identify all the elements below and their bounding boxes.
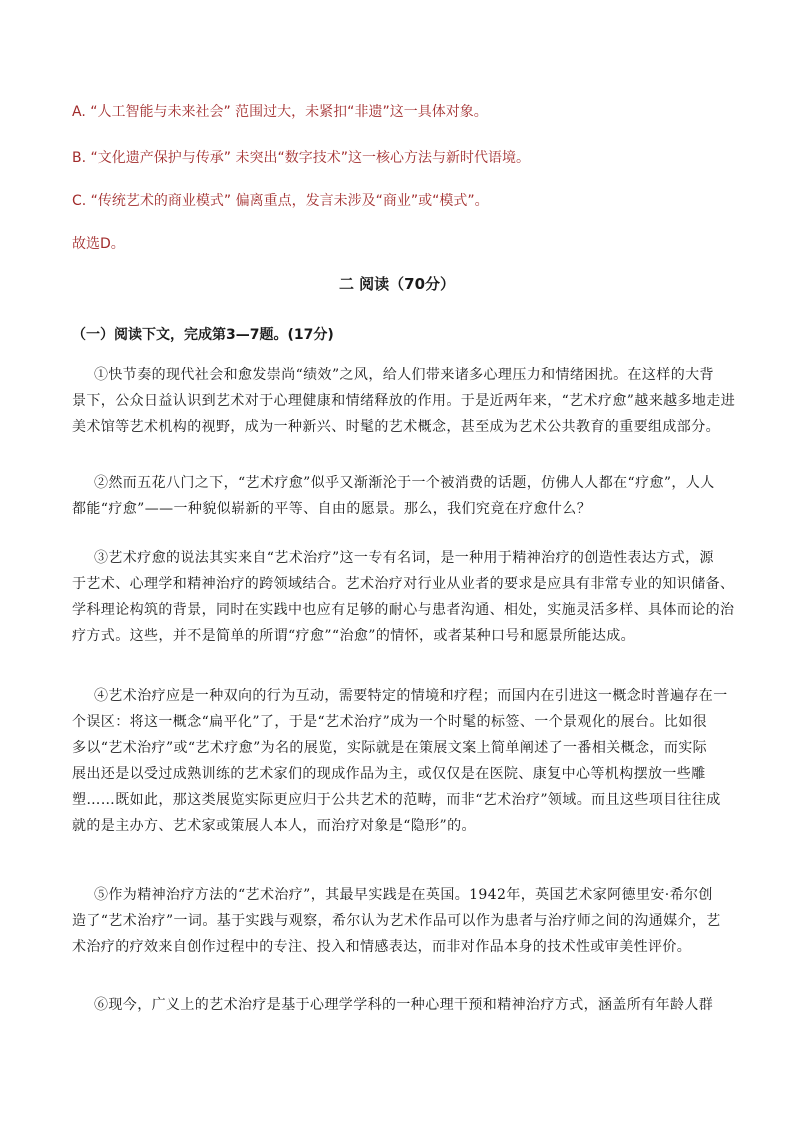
paragraph-line: ④艺术治疗应是一种双向的行为互动，需要特定的情境和疗程；而国内在引进这一概念时普遍存在一	[94, 688, 728, 704]
paragraph-line: 景下，公众日益认识到艺术对于心理健康和情绪释放的作用。于是近两年来，“艺术疗愈”越来越多地走进	[72, 393, 736, 409]
paragraph-4	[72, 683, 728, 839]
paragraph-line: ②然而五花八门之下，“艺术疗愈”似乎又渐渐沦于一个被消费的话题，仿佛人人都在“疗愈”，人人	[94, 475, 715, 491]
paragraph-line: 疗方式。这些，并不是简单的所谓“疗愈”“治愈”的情怀，或者某种口号和愿景所能达成。	[72, 628, 636, 644]
paragraph-line: 美术馆等艺术机构的视野，成为一种新兴、时髦的艺术概念，甚至成为艺术公共教育的重要组成部分。	[72, 419, 720, 435]
paragraph-3	[72, 545, 735, 649]
paragraph-line: 于艺术、心理学和精神治疗的跨领域结合。艺术治疗对行业从业者的要求是应具有非常专业的知识储备、	[72, 576, 735, 592]
option-a: A. “人工智能与未来社会” 范围过大，未紧扣“非遗”这一具体对象。	[72, 104, 488, 120]
paragraph-line: 就的是主办方、艺术家或策展人本人，而治疗对象是“隐形”的。	[72, 818, 476, 834]
paragraph-line: ①快节奏的现代社会和愈发崇尚“绩效”之风，给人们带来诸多心理压力和情绪困扰。在这样的大背	[94, 367, 714, 383]
section-title: 二 阅读（70分）	[338, 275, 456, 293]
paragraph-line: 造了“艺术治疗”一词。基于实践与观察，希尔认为艺术作品可以作为患者与治疗师之间的沟通媒介，艺	[72, 913, 721, 929]
paragraph-line: 多以“艺术治疗”或“艺术疗愈”为名的展览，实际就是在策展文案上简单阐述了一番相关概念，而实际	[72, 740, 708, 756]
paragraph-line: 塑……既如此，那这类展览实际更应归于公共艺术的范畴，而非“艺术治疗”领域。而且这些项目往往成	[72, 792, 721, 808]
paragraph-line: 术治疗的疗效来自创作过程中的专注、投入和情感表达，而非对作品本身的技术性或审美性评价。	[72, 939, 692, 955]
paragraph-1	[72, 362, 736, 440]
paragraph-line: 都能“疗愈”——一种貌似崭新的平等、自由的愿景。那么，我们究竟在疗愈什么？	[72, 501, 592, 517]
sub-title: （一）阅读下文，完成第3—7题。(17分)	[72, 327, 334, 343]
paragraph-line: ⑥现今，广义上的艺术治疗是基于心理学学科的一种心理干预和精神治疗方式，涵盖所有年龄人群	[94, 997, 714, 1013]
paragraph-2	[72, 470, 722, 522]
paragraph-line: 学科理论构筑的背景，同时在实践中也应有足够的耐心与患者沟通、相处，实施灵活多样、具体而论的治	[72, 602, 735, 618]
answer-line: 故选D。	[72, 236, 125, 252]
option-c: C. “传统艺术的商业模式” 偏离重点，发言未涉及“商业”或“模式”。	[72, 193, 489, 209]
paragraph-line: ⑤作为精神治疗方法的“艺术治疗”，其最早实践是在英国。1942年，英国艺术家阿德里安·希尔创	[94, 887, 713, 903]
paragraph-line: 个误区：将这一概念“扁平化”了，于是“艺术治疗”成为一个时髦的标签、一个景观化的展台。比如很	[72, 714, 708, 730]
paragraph-6	[72, 992, 722, 1018]
option-b: B. “文化遗产保护与传承” 未突出“数字技术”这一核心方法与新时代语境。	[72, 150, 530, 166]
paragraph-5	[72, 882, 722, 960]
paragraph-line: 展出还是以受过成熟训练的艺术家们的现成作品为主，或仅仅是在医院、康复中心等机构摆放一些雕	[72, 766, 706, 782]
paragraph-line: ③艺术疗愈的说法其实来自“艺术治疗”这一专有名词，是一种用于精神治疗的创造性表达方式，源	[94, 550, 714, 566]
